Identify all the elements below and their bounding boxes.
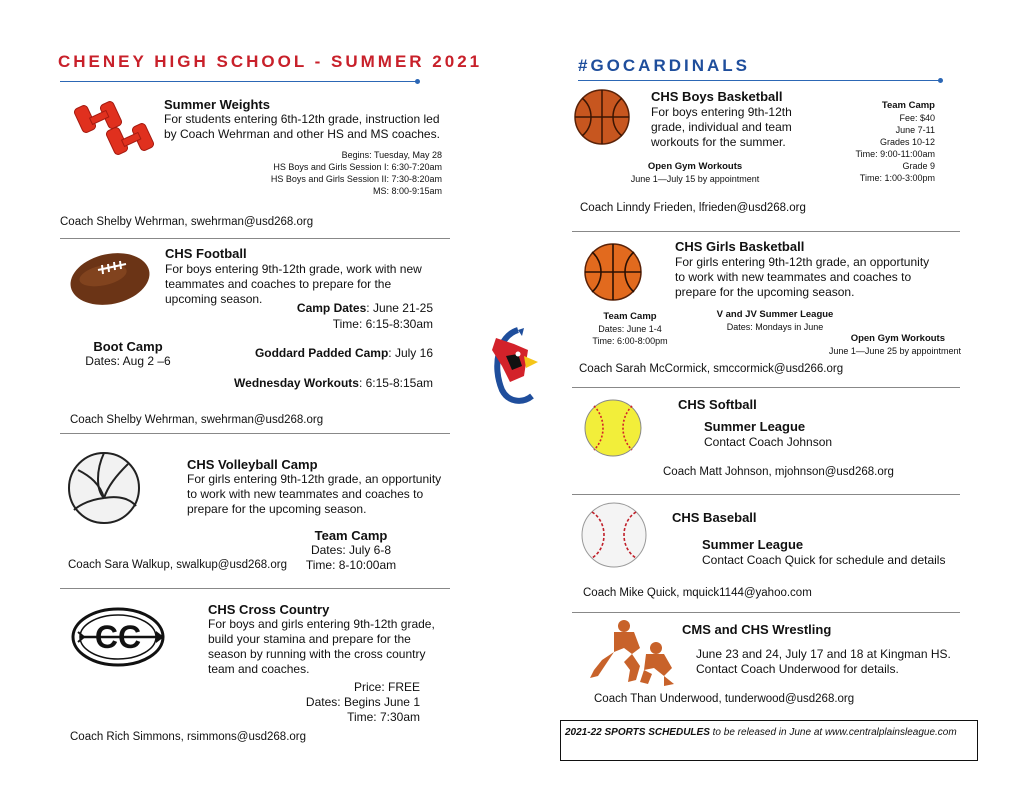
football-icon	[68, 248, 152, 310]
football-goddard-date: : July 16	[388, 346, 433, 360]
xc-desc-1: For boys and girls entering 9th-12th grade,	[208, 617, 435, 631]
weights-coach-contact: Coach Shelby Wehrman, swehrman@usd268.org	[60, 216, 314, 228]
weights-ms: MS: 8:00-9:15am	[372, 186, 442, 196]
girls-bball-team-camp: Team Camp	[603, 311, 657, 322]
volleyball-desc-2: to work with new teammates and coaches to	[187, 487, 424, 501]
xc-desc-4: team and coaches.	[208, 662, 310, 676]
football-boot-dates: Dates: Aug 2 –6	[85, 354, 171, 368]
xc-coach-contact: Coach Rich Simmons, rsimmons@usd268.org	[70, 731, 307, 743]
football-wed-time: : 6:15-8:15am	[358, 376, 433, 390]
baseball-coach-contact: Coach Mike Quick, mquick1144@yahoo.com	[583, 587, 812, 599]
girls-bball-desc-1: For girls entering 9th-12th grade, an opportunity	[675, 255, 930, 269]
boys-bball-grades-1: Grades 10-12	[879, 137, 935, 147]
football-goddard	[230, 346, 433, 361]
girls-bball-desc-3: prepare for the upcoming season.	[675, 285, 855, 299]
football-camp-time: Time: 6:15-8:30am	[332, 317, 433, 331]
weights-title: Summer Weights	[164, 97, 270, 112]
boys-bball-desc-1: For boys entering 9th-12th	[651, 105, 792, 119]
left-page-title: CHENEY HIGH SCHOOL - SUMMER 2021	[58, 52, 483, 71]
divider	[572, 231, 960, 232]
football-desc-3: upcoming season.	[165, 292, 263, 306]
football-boot-camp: Boot Camp	[93, 339, 163, 354]
volleyball-title: CHS Volleyball Camp	[187, 457, 318, 472]
girls-bball-open-gym-dates: June 1—June 25 by appointment	[828, 346, 961, 356]
wrestlers-icon	[584, 618, 680, 688]
football-goddard-label: Goddard Padded Camp	[254, 346, 389, 360]
basketball-icon	[582, 242, 644, 302]
cross-country-logo-icon	[70, 606, 166, 668]
baseball-icon	[578, 500, 650, 570]
right-page-title: #GOCARDINALS	[578, 56, 751, 75]
softball-title: CHS Softball	[678, 397, 757, 412]
boys-bball-title: CHS Boys Basketball	[651, 89, 783, 104]
girls-bball-league: V and JV Summer League	[716, 309, 834, 320]
weights-desc-1: For students entering 6th-12th grade, instruction led	[164, 112, 440, 126]
girls-bball-time: Time: 6:00-8:00pm	[592, 336, 668, 346]
football-camp-label: Camp Dates	[296, 301, 367, 315]
wrestling-line-1: June 23 and 24, July 17 and 18 at Kingman HS.	[696, 647, 951, 661]
boys-bball-dates: June 7-11	[895, 125, 935, 135]
football-wednesday	[200, 376, 433, 391]
football-title: CHS Football	[165, 246, 247, 261]
football-camp-dates	[250, 301, 433, 316]
boys-bball-coach-contact: Coach Linndy Frieden, lfrieden@usd268.org	[580, 202, 806, 214]
basketball-icon	[572, 88, 632, 146]
football-coach-contact: Coach Shelby Wehrman, swehrman@usd268.org	[70, 414, 324, 426]
baseball-title: CHS Baseball	[672, 510, 757, 525]
weights-session-1: HS Boys and Girls Session I: 6:30-7:20am	[273, 162, 442, 172]
wrestling-coach-contact: Coach Than Underwood, tunderwood@usd268.org	[594, 693, 855, 705]
volleyball-team-camp: Team Camp	[314, 528, 388, 543]
footer-schedule-note	[560, 720, 978, 761]
left-title-underline	[60, 81, 418, 82]
girls-bball-league-dates: Dates: Mondays in June	[726, 322, 824, 332]
softball-icon	[582, 398, 644, 458]
volleyball-icon	[66, 450, 142, 526]
boys-bball-grades-2: Grade 9	[902, 161, 935, 171]
divider	[60, 433, 450, 434]
boys-bball-team-camp: Team Camp	[881, 100, 935, 111]
xc-dates: Dates: Begins June 1	[305, 695, 420, 709]
boys-bball-time-2: Time: 1:00-3:00pm	[859, 173, 935, 183]
boys-bball-desc-3: workouts for the summer.	[651, 135, 786, 149]
girls-bball-dates: Dates: June 1-4	[598, 324, 662, 334]
girls-bball-desc-2: to work with new teammates and coaches to	[675, 270, 912, 284]
volleyball-dates: Dates: July 6-8	[310, 543, 392, 557]
volleyball-desc-1: For girls entering 9th-12th grade, an opportunity	[187, 472, 442, 486]
softball-coach-contact: Coach Matt Johnson, mjohnson@usd268.org	[663, 466, 894, 478]
football-desc-2: teammates and coaches to prepare for the	[165, 277, 392, 291]
boys-bball-desc-2: grade, individual and team	[651, 120, 792, 134]
divider	[572, 612, 960, 613]
divider	[60, 238, 450, 239]
girls-bball-title: CHS Girls Basketball	[675, 239, 805, 254]
xc-desc-2: build your stamina and prepare for the	[208, 632, 411, 646]
divider	[572, 494, 960, 495]
right-title-underline	[578, 80, 941, 81]
cardinal-mascot-icon	[488, 326, 544, 404]
weights-session-2: HS Boys and Girls Session II: 7:30-8:20am	[270, 174, 442, 184]
boys-bball-fee: Fee: $40	[899, 113, 935, 123]
volleyball-time: Time: 8-10:00am	[305, 558, 397, 572]
weights-begins: Begins: Tuesday, May 28	[341, 150, 442, 160]
weights-desc-2: by Coach Wehrman and other HS and MS coaches.	[164, 127, 440, 141]
baseball-contact: Contact Coach Quick for schedule and details	[702, 553, 946, 567]
xc-title: CHS Cross Country	[208, 602, 330, 617]
football-wed-label: Wednesday Workouts	[234, 376, 359, 390]
divider	[572, 387, 960, 388]
girls-bball-coach-contact: Coach Sarah McCormick, smccormick@usd266.org	[579, 363, 844, 375]
girls-bball-open-gym: Open Gym Workouts	[850, 333, 945, 344]
divider	[60, 588, 450, 589]
football-camp-dates-value: : June 21-25	[366, 301, 433, 315]
footer-rest-text: to be released in June at www.centralplainsleague.com	[709, 727, 957, 738]
volleyball-coach-contact: Coach Sara Walkup, swalkup@usd268.org	[68, 559, 287, 571]
xc-time: Time: 7:30am	[347, 710, 420, 724]
baseball-league: Summer League	[702, 537, 804, 552]
boys-bball-open-gym-dates: June 1—July 15 by appointment	[630, 174, 760, 184]
boys-bball-time-1: Time: 9:00-11:00am	[855, 149, 935, 159]
boys-bball-open-gym: Open Gym Workouts	[647, 161, 743, 172]
football-desc-1: For boys entering 9th-12th grade, work with new	[165, 262, 422, 276]
svg-text:CC: CC	[94, 619, 142, 655]
dumbbells-icon	[70, 98, 158, 162]
xc-price: Price: FREE	[353, 680, 420, 694]
wrestling-title: CMS and CHS Wrestling	[682, 622, 832, 637]
footer-bold-text: 2021-22 SPORTS SCHEDULES	[565, 727, 710, 738]
softball-contact: Contact Coach Johnson	[704, 435, 833, 449]
volleyball-desc-3: prepare for the upcoming season.	[187, 502, 367, 516]
softball-league: Summer League	[704, 419, 806, 434]
wrestling-line-2: Contact Coach Underwood for details.	[696, 662, 899, 676]
xc-desc-3: season by running with the cross country	[208, 647, 426, 661]
